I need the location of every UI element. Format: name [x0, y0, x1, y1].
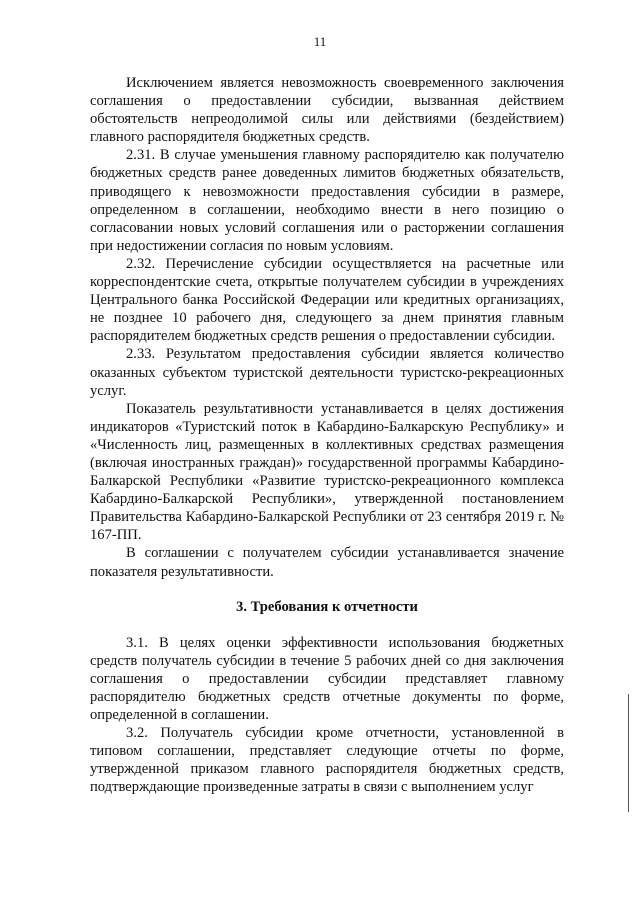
paragraph-2-32: 2.32. Перечисление субсидии осуществляется на расчетные или корреспондентские счета, открытые получателем субсидии в учреждениях Центрального банка Российской Федерации или кредитных организациях, не позднее 10 рабочего дня, следующего за днем принятия главным распорядителем бюджетных средств решения о предоставлении субсидии.: [90, 255, 564, 345]
paragraph-agreement-value: В соглашении с получателем субсидии устанавливается значение показателя результативности.: [90, 545, 564, 580]
paragraph-3-2: 3.2. Получатель субсидии кроме отчетности, установленной в типовом соглашении, представляет следующие отчеты по форме, утвержденной приказом главного распорядителя бюджетных средств, подтверждающие произведенные затраты в связи с выполнением услуг: [90, 725, 564, 796]
paragraph-2-33: 2.33. Результатом предоставления субсидии является количество оказанных субъектом туристской деятельности туристско-рекреационных услуг.: [90, 346, 564, 399]
paragraph-exception: Исключением является невозможность своевременного заключения соглашения о предоставлении субсидии, вызванная действием обстоятельств непреодолимой силы или действиями (бездействием) главного распорядителя бюджетных средств.: [90, 75, 564, 146]
paragraph-indicator: Показатель результативности устанавливается в целях достижения индикаторов «Туристский поток в Кабардино-Балкарскую Республику» и «Численность лиц, размещенных в коллективных средствах размещения (включая иностранных граждан)» государственной программы Кабардино-Балкарской Республики «Развитие туристско-рекреационного комплекса Кабардино-Балкарской Республики», утвержденной постановлением Правительства Кабардино-Балкарской Республики от 23 сентября 2019 г. № 167-ПП.: [90, 400, 564, 544]
paragraph-2-31: 2.31. В случае уменьшения главному распорядителю как получателю бюджетных средств ранее доведенных лимитов бюджетных обязательств, приводящего к невозможности предоставления субсидии в размере, определенном в соглашении, необходимо внести в него позицию о согласовании новых условий соглашения или о расторжении соглашения при недостижении согласия по новым условиям.: [90, 147, 564, 254]
scan-margin-line: [628, 694, 629, 812]
document-body: [90, 74, 564, 797]
paragraph-3-1: 3.1. В целях оценки эффективности использования бюджетных средств получатель субсидии в течение 5 рабочих дней со дня заключения соглашения о предоставлении субсидии представляет главному распорядителю бюджетных средств отчетные документы по форме, определенной в соглашении.: [90, 634, 564, 724]
page-number: 11: [313, 34, 327, 49]
section-heading: 3. Требования к отчетности: [236, 598, 418, 615]
